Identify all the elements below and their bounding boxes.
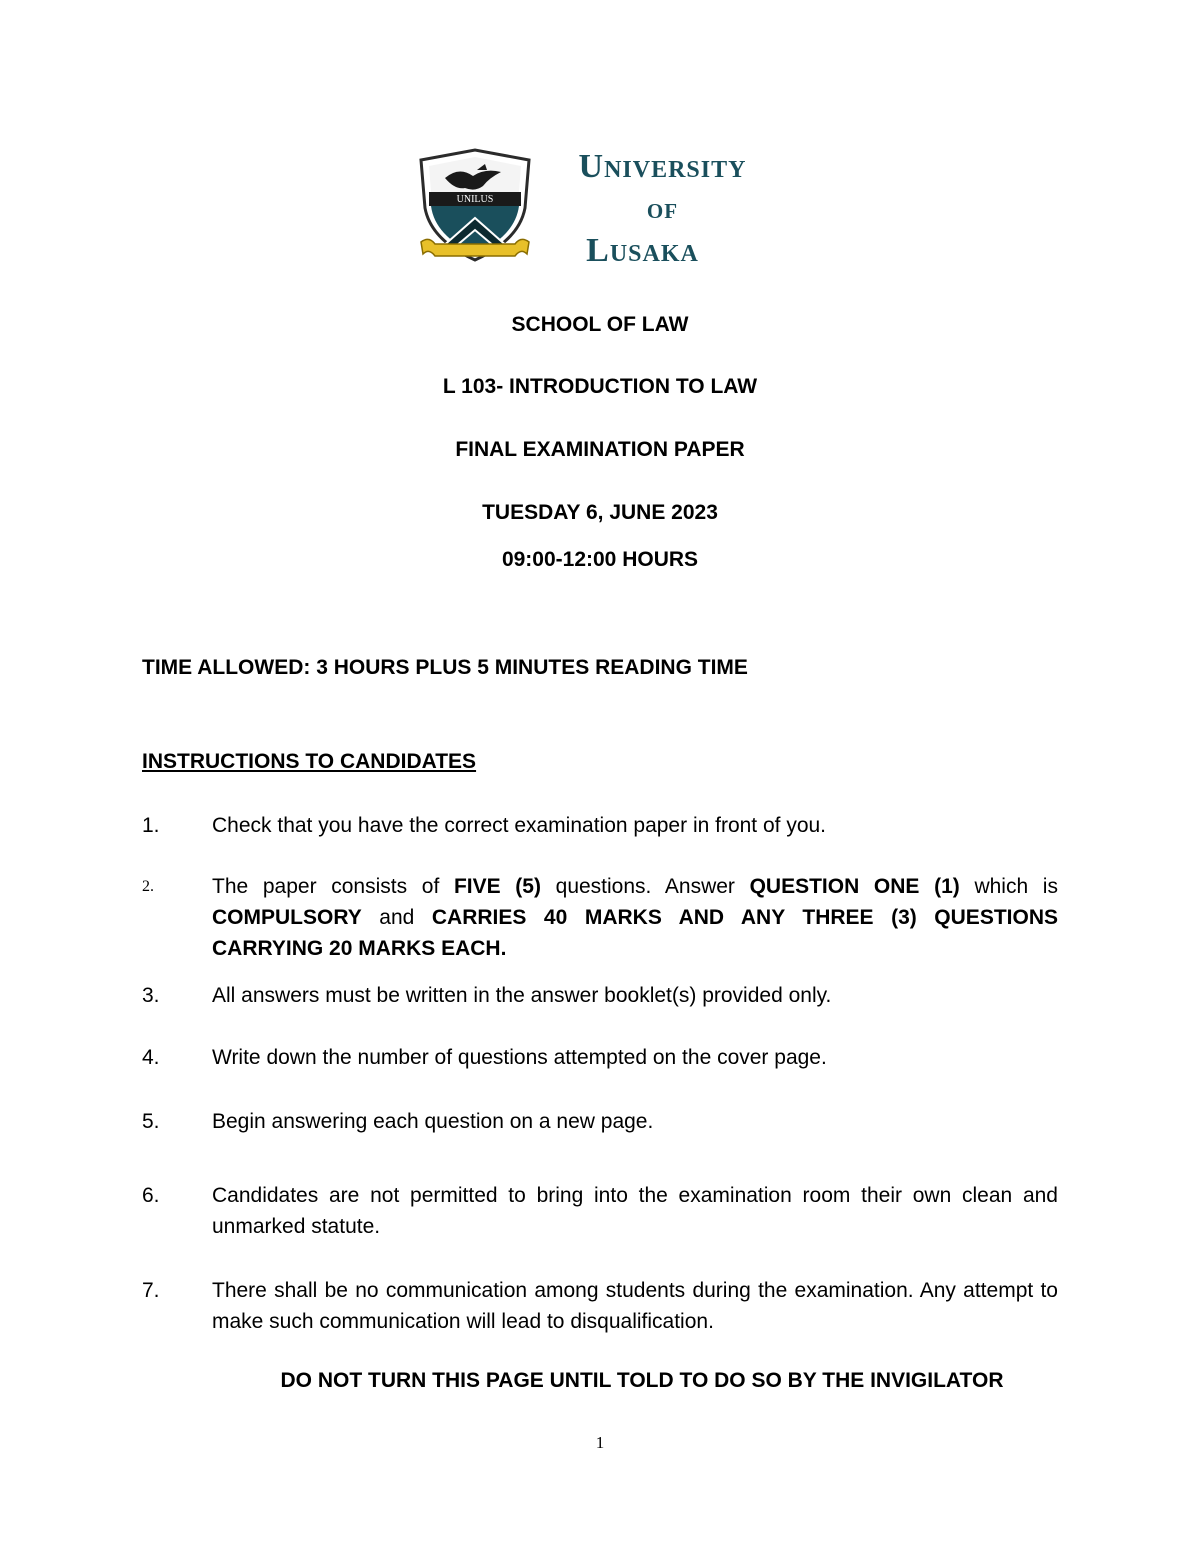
do-not-turn-warning: DO NOT TURN THIS PAGE UNTIL TOLD TO DO SO BY THE INVIGILATOR	[280, 1369, 1004, 1392]
wordmark-line-2: of	[646, 192, 679, 225]
instruction-text-bold: CARRIES 40 MARKS AND ANY THREE (3) QUESTIONS CARRYING 20 MARKS EACH.	[212, 906, 1058, 960]
school-heading: SCHOOL OF LAW	[511, 313, 689, 336]
instruction-number: 6.	[142, 1184, 160, 1207]
crest-text: UNILUS	[456, 194, 494, 205]
instruction-text-bold: FIVE (5)	[453, 875, 541, 898]
time-allowed: TIME ALLOWED: 3 HOURS PLUS 5 MINUTES READING TIME	[142, 656, 748, 679]
instruction-text: Begin answering each question on a new page.	[212, 1110, 654, 1133]
course-heading: L 103- INTRODUCTION TO LAW	[442, 375, 758, 398]
instruction-text-part: The paper consists of	[212, 875, 454, 898]
wordmark-line-1: University	[578, 148, 747, 185]
wordmark-line-3: Lusaka	[586, 232, 699, 269]
instruction-number: 1.	[142, 814, 160, 837]
exam-date: TUESDAY 6, JUNE 2023	[482, 501, 718, 524]
instructions-title: INSTRUCTIONS TO CANDIDATES	[142, 750, 477, 773]
instruction-text: There shall be no communication among students during the examination. Any attempt to make such communication will lead to disqualification.	[212, 1279, 1058, 1333]
page-number: 1	[595, 1433, 605, 1452]
instruction-text	[212, 871, 1058, 964]
instruction-number: 7.	[142, 1279, 160, 1302]
instruction-text: All answers must be written in the answer booklet(s) provided only.	[212, 984, 832, 1007]
exam-hours: 09:00-12:00 HOURS	[501, 548, 699, 571]
instruction-text-part: questions. Answer	[540, 875, 750, 898]
instruction-text-bold: COMPULSORY	[212, 906, 362, 929]
instruction-number: 5.	[142, 1110, 160, 1133]
instruction-text-part: and	[361, 906, 432, 929]
university-logo	[415, 148, 775, 273]
instruction-number: 4.	[142, 1046, 160, 1069]
crest-icon	[415, 148, 535, 270]
exam-title: FINAL EXAMINATION PAPER	[455, 438, 745, 461]
instruction-number: 3.	[142, 984, 160, 1007]
instruction-number: 2.	[142, 878, 154, 895]
instruction-text: Candidates are not permitted to bring into the examination room their own clean and unmarked statute.	[212, 1184, 1058, 1238]
instruction-text: Check that you have the correct examination paper in front of you.	[212, 814, 827, 837]
instruction-text-bold: QUESTION ONE (1)	[749, 875, 960, 898]
instruction-text-part: which is	[959, 875, 1058, 898]
instruction-text: Write down the number of questions attempted on the cover page.	[212, 1046, 827, 1069]
